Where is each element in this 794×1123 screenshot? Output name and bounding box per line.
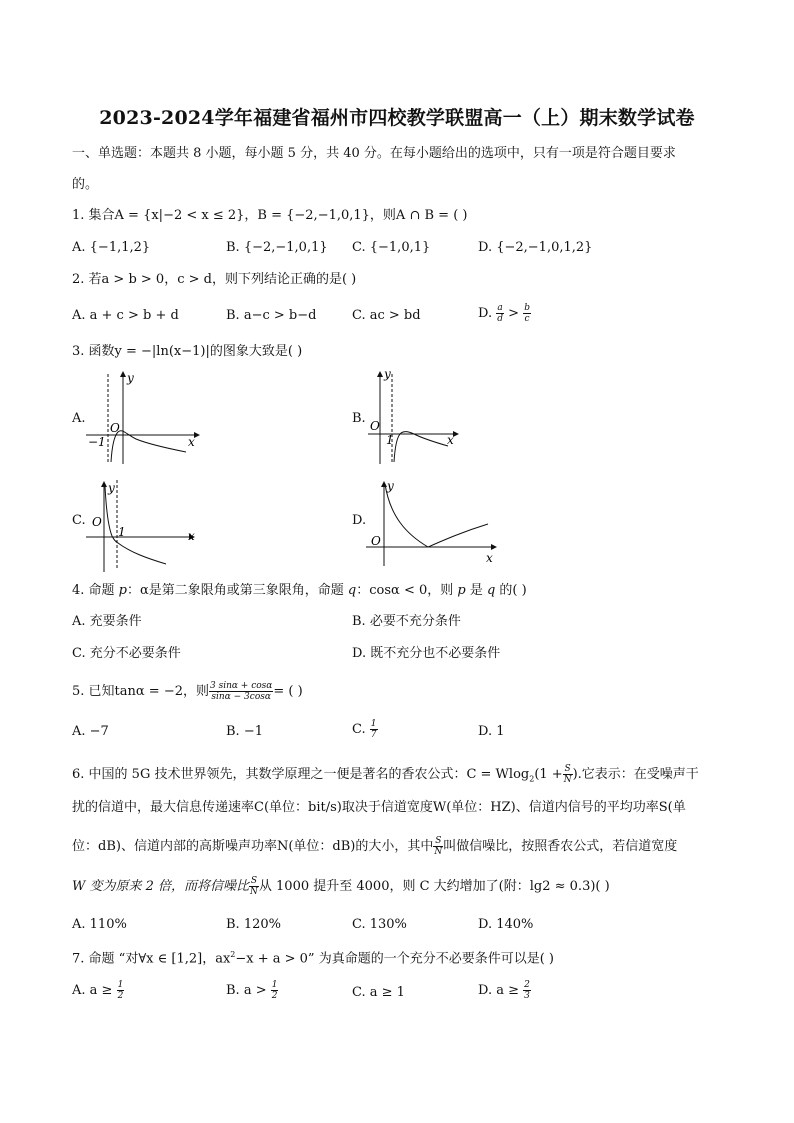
svg-text:x: x: [486, 551, 493, 565]
question-6-line3: 位：dB)、信道内部的高斯噪声功率N(单位：dB)的大小，其中 $\frac{S}{N}$ 叫做信噪比，按照香农公式，若信道宽度: [72, 836, 678, 857]
question-3-stem: 3. 函数y = −|ln(x−1)|的图象大致是( ): [72, 344, 303, 359]
q1-option-c: C. {−1,0,1}: [352, 240, 431, 255]
fraction-trig: $\frac{3 \sin\alpha + \cos\alpha}{\sin\alpha - 3\cos\alpha}$: [209, 681, 273, 702]
section-heading-cont: 的。: [72, 177, 99, 192]
section-heading: 一、单选题：本题共 8 小题，每小题 5 分，共 40 分。在每小题给出的选项中，只有一项是符合题目要求: [72, 146, 676, 161]
svg-text:1: 1: [118, 525, 126, 539]
question-6-line4: W 变为原来 2 倍，而将信噪比 $\frac{S}{N}$ 从 1000 提升至 4000，则 C 大约增加了(附：lg2 ≈ 0.3)( ): [72, 876, 610, 897]
q7-option-c: C. a ≥ 1: [352, 985, 405, 1000]
svg-text:O: O: [370, 419, 380, 433]
q5-option-a: A. −7: [72, 724, 109, 739]
graph-a: [86, 366, 206, 466]
question-4-stem: 4. 命题 p：α是第二象限角或第三象限角，命题 q：cosα < 0，则 p 是 q 的( ): [72, 583, 527, 598]
q1-option-a: A. {−1,1,2}: [72, 240, 151, 255]
q1-option-b: B. {−2,−1,0,1}: [226, 240, 328, 255]
svg-text:O: O: [110, 421, 120, 435]
svg-text:O: O: [371, 534, 381, 548]
question-7-stem: 7. 命题 “对∀x ∈ [1,2]，$ax^2-x + a > 0$” 为真命题的一个充分不必要条件可以是( ): [72, 950, 554, 967]
svg-text:y: y: [384, 367, 391, 381]
fraction-two-thirds: $\frac{2}{3}$: [524, 980, 530, 1001]
question-1-stem: 1. 集合A = {x|−2 < x ≤ 2}，B = {−2,−1,0,1}，则A ∩ B = ( ): [72, 208, 468, 223]
fraction-one-seventh: $\frac{1}{7}$: [370, 719, 377, 740]
fraction-s-over-n: $\frac{S}{N}$: [250, 876, 258, 897]
svg-text:y: y: [387, 479, 394, 493]
fraction-one-half: $\frac{1}{2}$: [271, 980, 278, 1001]
svg-text:x: x: [188, 435, 195, 449]
question-6-line1: 6. 中国的 5G 技术世界领先，其数学原理之一便是著名的香农公式：C = Wlog$_2$(1 + $\frac{S}{N}$ ).它表示：在受噪声干: [72, 764, 699, 785]
graph-c-label: C.: [72, 513, 86, 528]
svg-text:1: 1: [386, 433, 394, 447]
graph-b: [364, 366, 468, 466]
fraction-s-over-n: $\frac{S}{N}$: [563, 764, 572, 785]
q4-option-b: B. 必要不充分条件: [352, 614, 461, 629]
q5-option-d: D. 1: [478, 724, 505, 739]
svg-text:−1: −1: [88, 435, 106, 449]
q2-option-d: D. $\frac{a}{d}$ > $\frac{b}{c}$: [478, 303, 530, 324]
q2-option-c: C. ac > bd: [352, 308, 421, 323]
graph-d: [366, 476, 502, 568]
svg-text:y: y: [108, 481, 115, 495]
q6-option-a: A. 110%: [72, 917, 127, 932]
q2-option-d-label: D.: [478, 306, 493, 321]
graph-b-label: B.: [352, 411, 366, 426]
question-5-stem: 5. 已知tanα = −2，则 $\frac{3 \sin\alpha + \cos\alpha}{\sin\alpha - 3\cos\alpha}$ = ( ): [72, 681, 303, 702]
q5-option-c: C. $\frac{1}{7}$: [352, 719, 377, 740]
graph-a-label: A.: [72, 411, 86, 426]
q6-option-d: D. 140%: [478, 917, 534, 932]
q4-option-a: A. 充要条件: [72, 614, 142, 629]
svg-text:y: y: [127, 371, 134, 385]
fraction-s-over-n: $\frac{S}{N}$: [434, 836, 443, 857]
q7-option-a: A. a ≥ $\frac{1}{2}$: [72, 980, 124, 1001]
q5-option-b: B. −1: [226, 724, 263, 739]
q2-option-b: B. a−c > b−d: [226, 308, 317, 323]
question-2-stem: 2. 若a > b > 0，c > d，则下列结论正确的是( ): [72, 272, 357, 287]
q7-option-b: B. a > $\frac{1}{2}$: [226, 980, 278, 1001]
graph-d-label: D.: [352, 513, 367, 528]
svg-text:x: x: [188, 529, 195, 543]
q1-option-d: D. {−2,−1,0,1,2}: [478, 240, 593, 255]
q6-option-c: C. 130%: [352, 917, 407, 932]
svg-text:x: x: [447, 433, 454, 447]
q2-option-a: A. a + c > b + d: [72, 308, 179, 323]
fraction-one-half: $\frac{1}{2}$: [117, 980, 124, 1001]
graph-c: [86, 476, 202, 572]
q4-option-c: C. 充分不必要条件: [72, 646, 181, 661]
page-title: 2023-2024学年福建省福州市四校教学联盟高一（上）期末数学试卷: [99, 107, 695, 129]
q4-option-d: D. 既不充分也不必要条件: [352, 646, 501, 661]
svg-text:O: O: [92, 515, 102, 529]
question-6-line2: 扰的信道中，最大信息传递速率C(单位：bit/s)取决于信道宽度W(单位：HZ)、信道内信号的平均功率S(单: [72, 800, 686, 815]
q7-option-d: D. a ≥ $\frac{2}{3}$: [478, 980, 530, 1001]
fraction-a-over-d: $\frac{a}{d}$: [497, 303, 503, 324]
fraction-b-over-c: $\frac{b}{c}$: [524, 303, 530, 324]
q6-option-b: B. 120%: [226, 917, 281, 932]
